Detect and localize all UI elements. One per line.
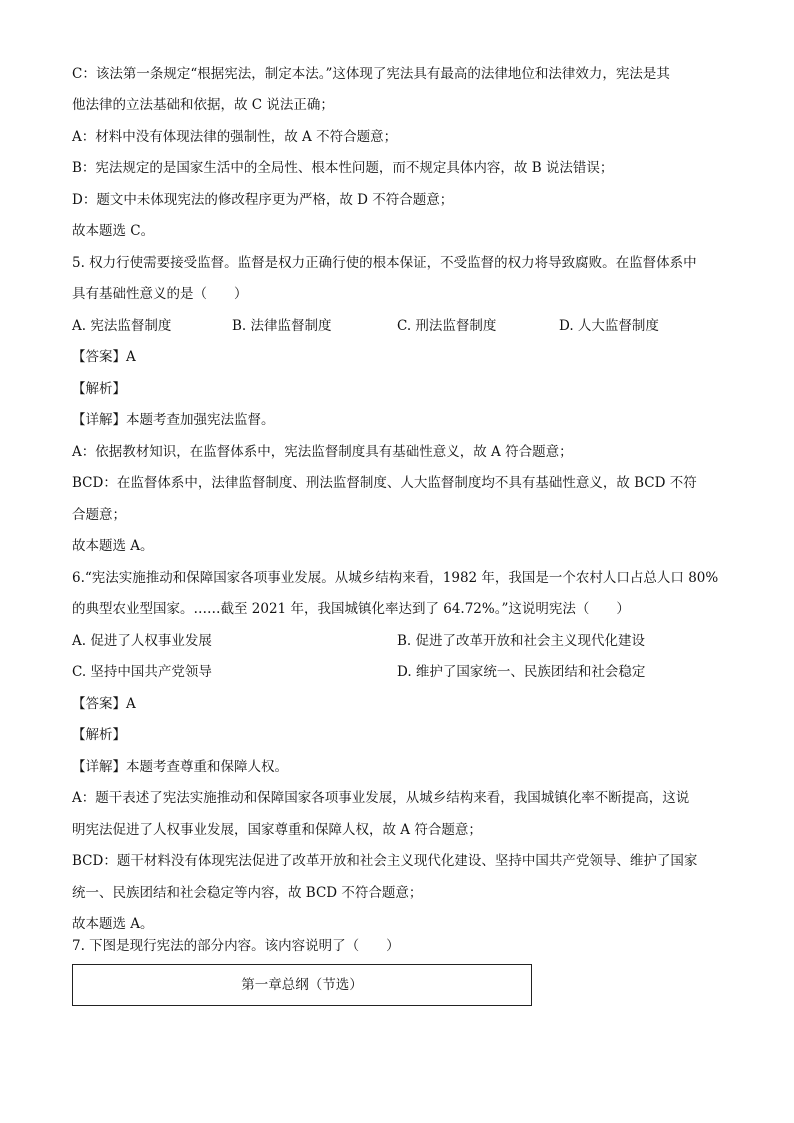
analysis-bcd-line1: BCD：在监督体系中，法律监督制度、刑法监督制度、人大监督制度均不具有基础性意义，故 BCD 不符 [72, 475, 697, 491]
q6-option-d: D. 维护了国家统一、民族团结和社会稳定 [397, 664, 646, 680]
question-6-options-row1 [72, 631, 732, 651]
analysis-bcd-line1: BCD：题干材料没有体现宪法促进了改革开放和社会主义现代化建设、坚持中国共产党领导、维护了国家 [72, 853, 698, 869]
analysis-a-line2: 明宪法促进了人权事业发展，国家尊重和保障人权，故 A 符合题意； [72, 822, 482, 838]
q5-option-d: D. 人大监督制度 [559, 318, 659, 334]
analysis-a-line: A：依据教材知识，在监督体系中，宪法监督制度具有基础性意义，故 A 符合题意； [72, 444, 573, 460]
q5-option-a: A. 宪法监督制度 [72, 318, 172, 334]
excerpt-title: 第一章总纲（节选） [241, 977, 363, 993]
conclusion-line: 故本题选 A。 [72, 916, 154, 932]
q6-option-c: C. 坚持中国共产党领导 [72, 664, 212, 680]
analysis-c-line2: 他法律的立法基础和依据，故 C 说法正确； [72, 97, 334, 113]
detail-line: 【详解】本题考查尊重和保障人权。 [72, 759, 288, 775]
analysis-label: 【解析】 [72, 381, 126, 397]
analysis-a-line1: A：题干表述了宪法实施推动和保障国家各项事业发展，从城乡结构来看，我国城镇化率不断提高，这说 [72, 790, 690, 806]
analysis-d-line: D：题文中未体现宪法的修改程序更为严格，故 D 不符合题意； [72, 192, 454, 208]
analysis-bcd-line2: 统一、民族团结和社会稳定等内容，故 BCD 不符合题意； [72, 885, 423, 901]
question-6-options-row2 [72, 662, 732, 682]
analysis-a-line: A：材料中没有体现法律的强制性，故 A 不符合题意； [72, 129, 398, 145]
detail-line: 【详解】本题考查加强宪法监督。 [72, 412, 275, 428]
constitution-excerpt-box [72, 964, 532, 1006]
q5-option-b: B. 法律监督制度 [232, 318, 332, 334]
question-6-line1: 6.“宪法实施推动和保障国家各项事业发展。从城乡结构来看，1982 年，我国是一个农村人口占总人口 80% [72, 570, 719, 586]
conclusion-line: 故本题选 C。 [72, 223, 155, 239]
analysis-b-line: B：宪法规定的是国家生活中的全局性、根本性问题，而不规定具体内容，故 B 说法错误； [72, 160, 614, 176]
question-6-line2: 的典型农业型国家。……截至 2021 年，我国城镇化率达到了 64.72%。”这说明宪法（ ） [72, 601, 630, 617]
conclusion-line: 故本题选 A。 [72, 538, 154, 554]
analysis-bcd-line2: 合题意； [72, 507, 126, 523]
question-5-line1: 5. 权力行使需要接受监督。监督是权力正确行使的根本保证，不受监督的权力将导致腐败。在监督体系中 [72, 255, 697, 271]
q5-option-c: C. 刑法监督制度 [397, 318, 497, 334]
q6-option-b: B. 促进了改革开放和社会主义现代化建设 [397, 633, 646, 649]
q6-option-a: A. 促进了人权事业发展 [72, 633, 212, 649]
analysis-c-line1: C：该法第一条规定“根据宪法，制定本法。”这体现了宪法具有最高的法律地位和法律效力，宪法是其 [72, 66, 670, 82]
analysis-label: 【解析】 [72, 727, 126, 743]
question-5-options [72, 316, 732, 336]
question-7-line: 7. 下图是现行宪法的部分内容。该内容说明了（ ） [72, 938, 400, 954]
answer-label: 【答案】A [72, 349, 136, 365]
answer-label: 【答案】A [72, 696, 136, 712]
question-5-line2: 具有基础性意义的是（ ） [72, 286, 248, 302]
